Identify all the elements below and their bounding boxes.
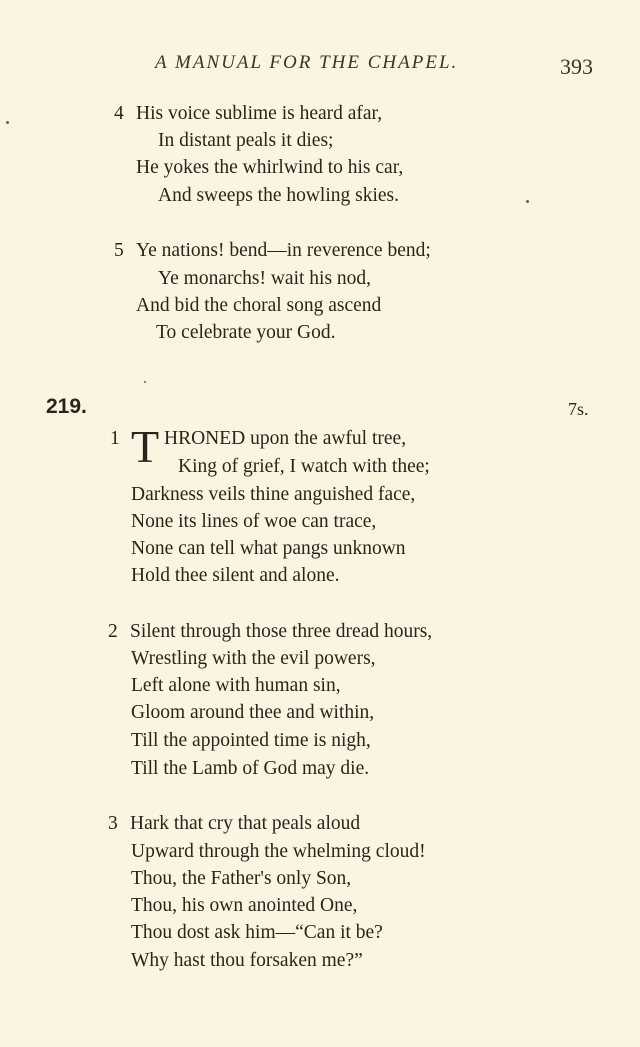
verse-line: To celebrate your God. [156, 322, 336, 343]
verse-line: Wrestling with the evil powers, [131, 648, 376, 669]
verse-line: Why hast thou forsaken me?” [131, 950, 363, 971]
verse-line: Thou, his own anointed One, [131, 895, 358, 916]
ink-speck [6, 121, 9, 124]
verse-line: Till the Lamb of God may die. [131, 758, 370, 779]
verse-line: None can tell what pangs unknown [131, 538, 406, 559]
verse-text: Ye nations! bend—in reverence bend; [136, 240, 431, 261]
verse-line: And bid the choral song ascend [136, 295, 382, 316]
verse-line: Thou dost ask him—“Can it be? [131, 922, 383, 943]
verse-line: Till the appointed time is nigh, [131, 730, 371, 751]
stanza-line [108, 621, 432, 643]
verse-line: Darkness veils thine anguished face, [131, 484, 416, 505]
stanza-line [114, 103, 382, 125]
ink-speck [144, 381, 146, 383]
running-title: A MANUAL FOR THE CHAPEL. [155, 52, 459, 73]
page-number: 393 [560, 54, 593, 79]
verse-line: Ye monarchs! wait his nod, [158, 268, 372, 289]
verse-line: Thou, the Father's only Son, [131, 868, 352, 889]
stanza-number: 1 [110, 428, 120, 449]
stanza-number: 2 [108, 621, 118, 642]
hymn-number: 219. [46, 395, 87, 418]
verse-line: And sweeps the howling skies. [158, 185, 400, 206]
verse-line: He yokes the whirlwind to his car, [136, 157, 404, 178]
stanza-line [114, 240, 431, 262]
verse-line: Left alone with human sin, [131, 675, 341, 696]
verse-line: HRONED upon the awful tree, [164, 428, 407, 449]
stanza-number: 4 [114, 103, 124, 124]
verse-line: Gloom around thee and within, [131, 702, 375, 723]
verse-line: In distant peals it dies; [158, 130, 334, 151]
verse-text: Hark that cry that peals aloud [130, 813, 361, 834]
hymn-meter: 7s. [568, 399, 589, 419]
stanza-line [108, 813, 360, 835]
stanza-number: 3 [108, 813, 118, 834]
stanza-number: 5 [114, 240, 124, 261]
verse-line: None its lines of woe can trace, [131, 511, 377, 532]
verse-text: Silent through those three dread hours, [130, 621, 433, 642]
verse-line: Upward through the whelming cloud! [131, 841, 426, 862]
verse-line: Hold thee silent and alone. [131, 565, 340, 586]
drop-cap: T [131, 421, 160, 472]
verse-text: His voice sublime is heard afar, [136, 103, 383, 124]
ink-speck [526, 200, 529, 203]
verse-line: King of grief, I watch with thee; [178, 456, 430, 477]
